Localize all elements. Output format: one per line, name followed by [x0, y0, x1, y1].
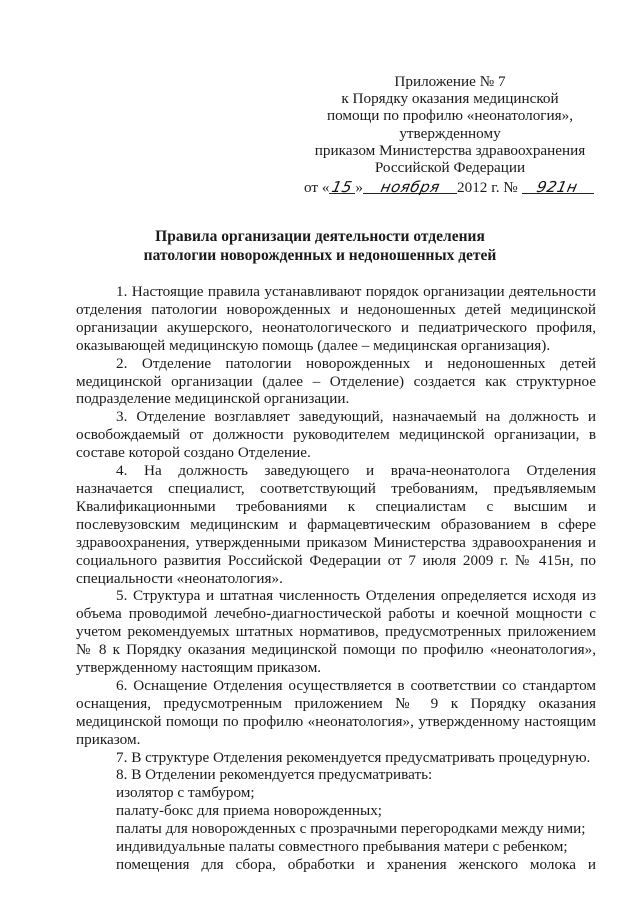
- date-mid: »: [355, 179, 364, 196]
- title-line: патологии новорожденных и недоношенных детей: [143, 246, 497, 264]
- document-body: [76, 283, 596, 874]
- list-item: помещения для сбора, обработки и хранения женского молока и: [116, 856, 596, 873]
- paragraph: 1. Настоящие правила устанавливают порядок организации деятельности отделения патологии новорожденных и недоношенных детей медицинской организации акушерского, неонатологического и педиатрического профиля, оказывающей медицинскую помощь (далее – медицинская организация).: [76, 283, 596, 354]
- paragraph: 2. Отделение патологии новорожденных и недоношенных детей медицинской организации (далее – Отделение) создается как структурное подразделение медицинской организации.: [76, 354, 596, 408]
- list-item: палаты для новорожденных с прозрачными перегородками между ними;: [116, 820, 586, 838]
- paragraph: 3. Отделение возглавляет заведующий, назначаемый на должность и освобождаемый от должности руководителем медицинской организации, в составе которой создано Отделение.: [76, 408, 596, 462]
- list-item: изолятор с тамбуром;: [116, 784, 255, 802]
- appendix-ref-line: помощи по профилю «неонатология»,: [326, 107, 574, 125]
- order-date-line: [304, 177, 624, 198]
- paragraph: 5. Структура и штатная численность Отделения определяется исходя из объема проводимой лечебно-диагностической работы и коечной мощности с учетом рекомендуемых штатных нормативов, предусмотренных приложением № 8 к Порядку оказания медицинской помощи по профилю «неонатология», утвержденному настоящим приказом.: [76, 587, 596, 677]
- title-line: Правила организации деятельности отделения: [155, 228, 485, 245]
- appendix-ref-line: приказом Министерства здравоохранения: [314, 141, 586, 159]
- handwritten-day: 15: [330, 178, 355, 196]
- document-title: [120, 228, 520, 265]
- list-item: индивидуальные палаты совместного пребывания матери с ребенком;: [116, 838, 568, 856]
- appendix-ref-line: к Порядку оказания медицинской: [341, 90, 559, 108]
- paragraph: 6. Оснащение Отделения осуществляется в соответствии со стандартом оснащения, предусмотренным приложением № 9 к Порядку оказания медицинской помощи по профилю «неонатология», утвержденному настоящим приказом.: [76, 676, 596, 748]
- appendix-ref-line: Российской Федерации: [374, 159, 526, 177]
- date-year: 2012 г. №: [457, 179, 518, 196]
- appendix-number: Приложение № 7: [394, 73, 506, 90]
- paragraph: 8. В Отделении рекомендуется предусматривать:: [116, 766, 433, 784]
- list-item: палату-бокс для приема новорожденных;: [116, 802, 383, 820]
- paragraph: 4. На должность заведующего и врача-неонатолога Отделения назначается специалист, соответствующий требованиям, предъявляемым Квалификационными требованиями к специалистам с высшим и послевузовским медицинским и фармацевтическим образованием в сфере здравоохранения, утвержденными приказом Министерства здравоохранения и социального развития Российской Федерации от 7 июля 2009 г. № 415н, по специальности «неонатология».: [76, 462, 596, 587]
- date-prefix: от «: [304, 179, 330, 196]
- appendix-header: [280, 73, 620, 176]
- handwritten-order-number: 921н: [535, 178, 580, 196]
- paragraph: 7. В структуре Отделения рекомендуется предусматривать процедурную.: [116, 748, 591, 766]
- handwritten-month: ноября: [378, 178, 442, 196]
- appendix-ref-line: утвержденному: [399, 124, 501, 142]
